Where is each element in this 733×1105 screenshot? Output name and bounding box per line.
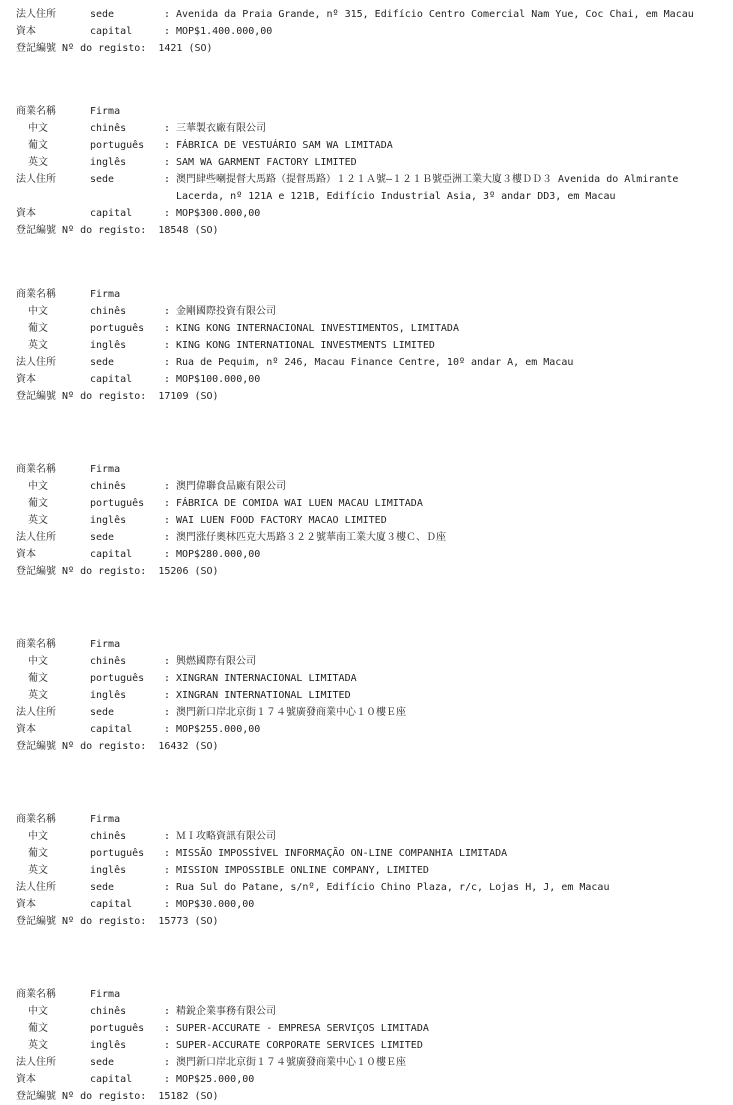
field-label-portuguese: capital [90, 724, 133, 735]
firma-label-chinese: 商業名稱 [16, 639, 56, 650]
registo-label: 登記編號 Nº do registo: [16, 1091, 147, 1102]
registo-row [16, 1088, 726, 1105]
field-row [16, 320, 726, 337]
field-value: MOP$100.000,00 [176, 374, 261, 385]
field-label-chinese: 法人住所 [16, 357, 56, 368]
field-value: FÁBRICA DE VESTUÁRIO SAM WA LIMITADA [176, 140, 393, 151]
field-separator: : [164, 882, 171, 893]
field-label-portuguese: português [90, 140, 145, 151]
registo-label: 登記編號 Nº do registo: [16, 391, 147, 402]
field-label-portuguese: chinês [90, 831, 127, 842]
field-label-portuguese: português [90, 1023, 145, 1034]
field-label-portuguese: português [90, 323, 145, 334]
field-value: WAI LUEN FOOD FACTORY MACAO LIMITED [176, 515, 387, 526]
registo-number: 1421 (SO) [158, 43, 213, 54]
field-row [16, 337, 726, 354]
registo-number: 15182 (SO) [158, 1091, 219, 1102]
field-row [16, 1071, 726, 1088]
field-label-portuguese: português [90, 673, 145, 684]
field-label-chinese: 中文 [28, 481, 48, 492]
field-label-chinese: 中文 [28, 306, 48, 317]
field-value: MOP$30.000,00 [176, 899, 255, 910]
field-label-portuguese: chinês [90, 1006, 127, 1017]
field-label-portuguese: capital [90, 26, 133, 37]
firma-row [16, 103, 726, 120]
field-label-chinese: 法人住所 [16, 9, 56, 20]
firma-row [16, 811, 726, 828]
field-value: XINGRAN INTERNATIONAL LIMITED [176, 690, 351, 701]
field-value: 興燃國際有限公司 [176, 656, 256, 667]
field-label-portuguese: sede [90, 707, 115, 718]
entry-gap [16, 580, 726, 636]
field-label-chinese: 英文 [28, 690, 48, 701]
field-label-chinese: 資本 [16, 26, 36, 37]
field-label-portuguese: sede [90, 532, 115, 543]
entry-gap [16, 755, 726, 811]
field-separator: : [164, 656, 171, 667]
field-label-portuguese: sede [90, 357, 115, 368]
field-label-portuguese: capital [90, 549, 133, 560]
field-value: MISSÃO IMPOSSÍVEL INFORMAÇÃO ON-LINE COMPANHIA LIMITADA [176, 848, 508, 859]
registo-number: 17109 (SO) [158, 391, 219, 402]
company-entry [16, 636, 726, 755]
field-value: 澳門新口岸北京街１７４號廣發商業中心１０樓Ｅ座 [176, 1057, 406, 1068]
firma-label-portuguese: Firma [90, 106, 121, 117]
field-value: SUPER-ACCURATE - EMPRESA SERVIÇOS LIMITADA [176, 1023, 429, 1034]
field-separator: : [164, 157, 171, 168]
firma-label-portuguese: Firma [90, 814, 121, 825]
field-row [16, 828, 726, 845]
field-row [16, 896, 726, 913]
firma-row [16, 636, 726, 653]
field-separator: : [164, 357, 171, 368]
field-separator: : [164, 1074, 171, 1085]
field-value: 金剛國際投資有限公司 [176, 306, 276, 317]
field-value: KING KONG INTERNACIONAL INVESTIMENTOS, LIMITADA [176, 323, 459, 334]
field-separator: : [164, 848, 171, 859]
registo-row [16, 222, 726, 239]
company-entry [16, 811, 726, 930]
field-value: MISSION IMPOSSIBLE ONLINE COMPANY, LIMITED [176, 865, 429, 876]
registo-spacer [146, 563, 158, 580]
field-separator: : [164, 374, 171, 385]
field-row [16, 1020, 726, 1037]
field-value: 澳門涨仔奧林匹克大馬路３２２號華南工業大廈３樓Ｃ、Ｄ座 [176, 532, 446, 543]
field-value: Avenida da Praia Grande, nº 315, Edifício Centro Comercial Nam Yue, Coc Chai, em Macau [176, 9, 694, 20]
field-separator: : [164, 515, 171, 526]
field-row [16, 478, 726, 495]
registo-row [16, 40, 726, 57]
company-entry [16, 6, 726, 57]
field-separator: : [164, 549, 171, 560]
company-entry [16, 286, 726, 405]
field-row [16, 879, 726, 896]
field-row [16, 137, 726, 154]
field-label-chinese: 英文 [28, 865, 48, 876]
field-separator: : [164, 690, 171, 701]
field-value: SAM WA GARMENT FACTORY LIMITED [176, 157, 357, 168]
field-row [16, 23, 726, 40]
field-label-chinese: 葡文 [28, 498, 48, 509]
field-row [16, 546, 726, 563]
field-row [16, 670, 726, 687]
field-separator: : [164, 208, 171, 219]
field-label-chinese: 法人住所 [16, 882, 56, 893]
registo-number: 18548 (SO) [158, 225, 219, 236]
field-label-portuguese: sede [90, 174, 115, 185]
field-label-portuguese: capital [90, 374, 133, 385]
field-separator: : [164, 1040, 171, 1051]
field-label-portuguese: sede [90, 9, 115, 20]
field-separator: : [164, 123, 171, 134]
registo-label: 登記編號 Nº do registo: [16, 43, 147, 54]
registo-row [16, 738, 726, 755]
registo-number: 15206 (SO) [158, 566, 219, 577]
field-row [16, 120, 726, 137]
entry-gap [16, 57, 726, 103]
registo-spacer [146, 388, 158, 405]
field-separator: : [164, 481, 171, 492]
registo-number: 15773 (SO) [158, 916, 219, 927]
field-value: 澳門偉聯食品廠有限公司 [176, 481, 286, 492]
registo-spacer [146, 738, 158, 755]
field-row [16, 845, 726, 862]
firma-label-portuguese: Firma [90, 639, 121, 650]
field-row [16, 371, 726, 388]
field-value: ＭＩ攻略資訊有限公司 [176, 831, 276, 842]
field-separator: : [164, 532, 171, 543]
firma-label-portuguese: Firma [90, 989, 121, 1000]
registo-label: 登記編號 Nº do registo: [16, 741, 147, 752]
entry-gap [16, 239, 726, 286]
registo-spacer [146, 40, 158, 57]
field-label-portuguese: chinês [90, 306, 127, 317]
field-value: MOP$1.400.000,00 [176, 26, 273, 37]
registo-number: 16432 (SO) [158, 741, 219, 752]
field-separator: : [164, 865, 171, 876]
registo-row [16, 388, 726, 405]
firma-label-chinese: 商業名稱 [16, 989, 56, 1000]
field-label-portuguese: inglês [90, 690, 127, 701]
field-row [16, 495, 726, 512]
field-label-portuguese: português [90, 498, 145, 509]
field-label-chinese: 葡文 [28, 1023, 48, 1034]
registo-row [16, 913, 726, 930]
field-row [16, 721, 726, 738]
field-value: SUPER-ACCURATE CORPORATE SERVICES LIMITED [176, 1040, 423, 1051]
field-value: MOP$255.000,00 [176, 724, 261, 735]
field-label-chinese: 葡文 [28, 848, 48, 859]
field-label-chinese: 法人住所 [16, 174, 56, 185]
registo-row [16, 563, 726, 580]
field-row [16, 529, 726, 546]
field-row [16, 1054, 726, 1071]
field-separator: : [164, 9, 171, 20]
field-value: Rua de Pequim, nº 246, Macau Finance Centre, 10º andar A, em Macau [176, 357, 574, 368]
field-value: KING KONG INTERNATIONAL INVESTMENTS LIMITED [176, 340, 435, 351]
field-label-portuguese: capital [90, 208, 133, 219]
field-value: 澳門肆些喇提督大馬路（提督馬路）１２１Ａ號—１２１Ｂ號亞洲工業大廈３樓ＤＤ３ Avenida do Almirante Lacerda, nº 121A e 121B, Edifício Industrial Asia, 3º andar DD3, em Macau [176, 174, 679, 202]
field-label-chinese: 英文 [28, 515, 48, 526]
registo-spacer [146, 913, 158, 930]
firma-label-portuguese: Firma [90, 464, 121, 475]
field-label-portuguese: inglês [90, 157, 127, 168]
field-label-chinese: 資本 [16, 374, 36, 385]
firma-row [16, 286, 726, 303]
field-label-chinese: 英文 [28, 1040, 48, 1051]
field-separator: : [164, 323, 171, 334]
entry-gap [16, 930, 726, 986]
field-label-portuguese: inglês [90, 340, 127, 351]
field-row [16, 6, 726, 23]
field-label-portuguese: inglês [90, 865, 127, 876]
field-row [16, 171, 726, 205]
field-label-chinese: 資本 [16, 899, 36, 910]
field-label-portuguese: capital [90, 899, 133, 910]
firma-label-chinese: 商業名稱 [16, 814, 56, 825]
field-separator: : [164, 340, 171, 351]
company-entry [16, 103, 726, 239]
field-separator: : [164, 673, 171, 684]
firma-row [16, 461, 726, 478]
field-label-chinese: 資本 [16, 208, 36, 219]
field-value: 澳門新口岸北京街１７４號廣發商業中心１０樓Ｅ座 [176, 707, 406, 718]
field-label-portuguese: chinês [90, 123, 127, 134]
registo-label: 登記編號 Nº do registo: [16, 566, 147, 577]
firma-label-chinese: 商業名稱 [16, 464, 56, 475]
field-row [16, 653, 726, 670]
field-label-chinese: 資本 [16, 724, 36, 735]
registo-spacer [146, 222, 158, 239]
field-label-portuguese: inglês [90, 1040, 127, 1051]
field-label-chinese: 葡文 [28, 673, 48, 684]
field-label-chinese: 資本 [16, 549, 36, 560]
registo-spacer [146, 1088, 158, 1105]
entry-gap [16, 405, 726, 461]
field-label-chinese: 英文 [28, 340, 48, 351]
field-label-chinese: 中文 [28, 1006, 48, 1017]
field-label-chinese: 葡文 [28, 140, 48, 151]
field-label-chinese: 資本 [16, 1074, 36, 1085]
field-label-chinese: 法人住所 [16, 1057, 56, 1068]
field-separator: : [164, 498, 171, 509]
field-value: FÁBRICA DE COMIDA WAI LUEN MACAU LIMITADA [176, 498, 423, 509]
field-label-chinese: 中文 [28, 831, 48, 842]
field-separator: : [164, 724, 171, 735]
field-value: XINGRAN INTERNACIONAL LIMITADA [176, 673, 357, 684]
field-separator: : [164, 707, 171, 718]
field-row [16, 354, 726, 371]
field-label-chinese: 中文 [28, 656, 48, 667]
field-separator: : [164, 1023, 171, 1034]
field-label-portuguese: português [90, 848, 145, 859]
field-separator: : [164, 26, 171, 37]
firma-label-chinese: 商業名稱 [16, 106, 56, 117]
field-label-portuguese: sede [90, 882, 115, 893]
field-label-portuguese: inglês [90, 515, 127, 526]
field-separator: : [164, 174, 171, 185]
field-row [16, 1003, 726, 1020]
field-label-portuguese: chinês [90, 481, 127, 492]
field-row [16, 303, 726, 320]
field-label-chinese: 葡文 [28, 323, 48, 334]
field-row [16, 154, 726, 171]
field-label-chinese: 法人住所 [16, 532, 56, 543]
field-separator: : [164, 899, 171, 910]
field-value: MOP$25.000,00 [176, 1074, 255, 1085]
field-label-portuguese: capital [90, 1074, 133, 1085]
field-row [16, 704, 726, 721]
field-label-chinese: 中文 [28, 123, 48, 134]
field-separator: : [164, 1057, 171, 1068]
field-label-portuguese: chinês [90, 656, 127, 667]
field-row [16, 687, 726, 704]
firma-row [16, 986, 726, 1003]
firma-label-portuguese: Firma [90, 289, 121, 300]
field-row [16, 862, 726, 879]
field-separator: : [164, 140, 171, 151]
field-separator: : [164, 306, 171, 317]
field-label-chinese: 英文 [28, 157, 48, 168]
registo-label: 登記編號 Nº do registo: [16, 225, 147, 236]
field-label-chinese: 法人住所 [16, 707, 56, 718]
registo-label: 登記編號 Nº do registo: [16, 916, 147, 927]
field-separator: : [164, 831, 171, 842]
field-value: 三華製衣廠有限公司 [176, 123, 266, 134]
field-label-portuguese: sede [90, 1057, 115, 1068]
field-value: MOP$300.000,00 [176, 208, 261, 219]
registry-document [16, 6, 726, 1105]
field-value: MOP$280.000,00 [176, 549, 261, 560]
company-entry [16, 461, 726, 580]
field-row [16, 512, 726, 529]
field-value: 精銳企業事務有限公司 [176, 1006, 276, 1017]
field-value: Rua Sul do Patane, s/nº, Edifício Chino Plaza, r/c, Lojas H, J, em Macau [176, 882, 610, 893]
field-row [16, 205, 726, 222]
firma-label-chinese: 商業名稱 [16, 289, 56, 300]
field-separator: : [164, 1006, 171, 1017]
